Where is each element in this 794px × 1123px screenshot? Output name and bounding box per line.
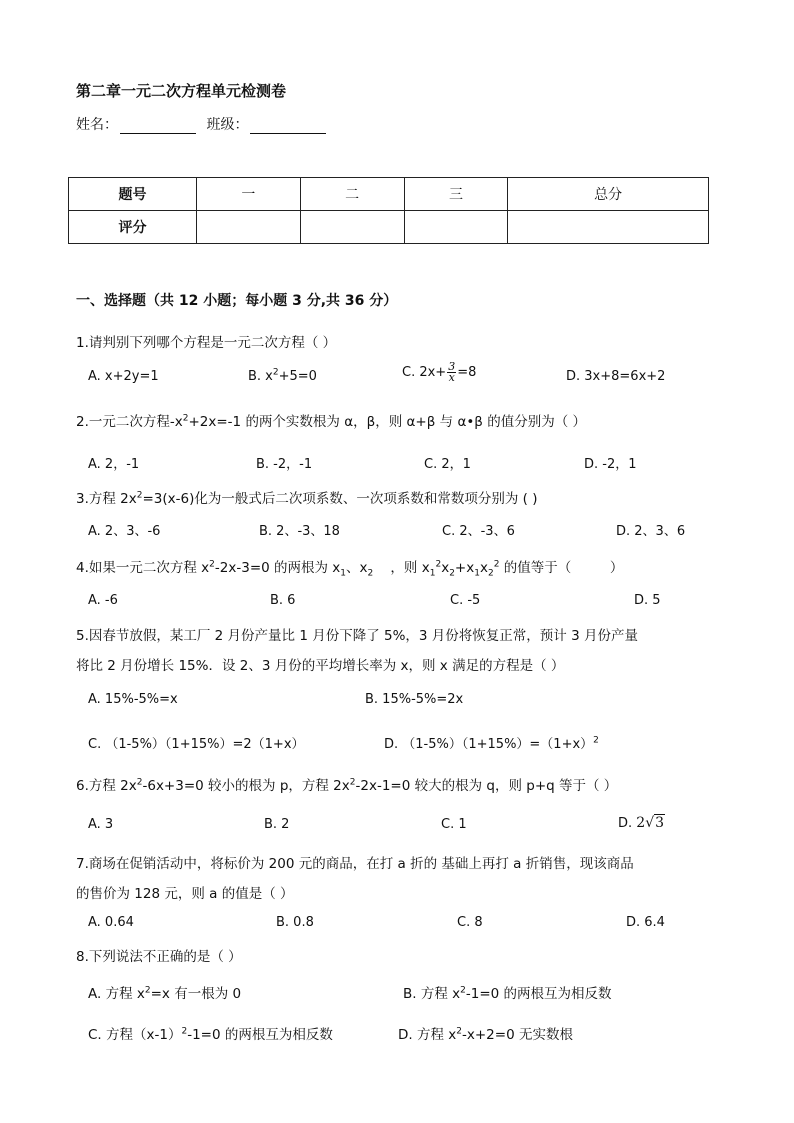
q7-option-b: B. 0.8 <box>276 915 314 930</box>
q8-option-c: C. 方程$(x-1)^2-1=0$ 的两根互为相反数 <box>88 1026 333 1043</box>
q2-option-a: A. 2，-1 <box>88 457 140 472</box>
q2-option-d: D. -2，1 <box>584 457 637 472</box>
score-header-cell: 题号 <box>69 178 197 211</box>
question-5-line-2: 将比 2 月份增长 15%．设 2、3 月份的平均增长率为 x，则 x 满足的方程是（ ） <box>76 658 565 674</box>
question-2-stem: 2.一元二次方程$-x^2+2x=-1$ 的两个实数根为 α，β，则 α+β 与 α•β 的值分别为（ ） <box>76 413 587 430</box>
section-heading: 一、选择题（共 12 小题；每小题 3 分,共 36 分） <box>76 293 398 309</box>
name-blank[interactable] <box>120 119 196 134</box>
q1-option-b: B. $x^2+5=0$ <box>248 367 317 384</box>
square-root: 2√3 <box>636 815 665 831</box>
q4-option-b: B. 6 <box>270 593 296 608</box>
q8-option-d: D. 方程 $x^2-x+2=0$ 无实数根 <box>398 1026 573 1043</box>
class-label: 班级： <box>206 117 249 133</box>
question-8-stem: 8.下列说法不正确的是（ ） <box>76 949 242 965</box>
score-header-cell: 二 <box>300 178 404 211</box>
score-cell[interactable] <box>197 211 301 244</box>
score-table <box>68 177 709 244</box>
score-table-header-row <box>69 178 709 211</box>
question-7-line-1: 7.商场在促销活动中，将标价为 200 元的商品，在打 a 折的 基础上再打 a 折销售，现该商品 <box>76 856 634 872</box>
student-info-row <box>76 114 332 134</box>
q3-option-a: A. 2、3、-6 <box>88 524 161 539</box>
q6-option-c: C. 1 <box>441 817 467 832</box>
q3-option-d: D. 2、3、6 <box>616 524 686 539</box>
fraction: $\frac{3}{x}$ <box>448 360 456 384</box>
q2-option-b: B. -2，-1 <box>256 457 313 472</box>
q4-option-a: A. -6 <box>88 593 118 608</box>
class-blank[interactable] <box>250 119 326 134</box>
q7-option-a: A. 0.64 <box>88 915 134 930</box>
question-7-line-2: 的售价为 128 元，则 a 的值是（ ） <box>76 886 294 902</box>
q3-option-b: B. 2、-3、18 <box>259 524 340 539</box>
score-header-cell: 三 <box>404 178 508 211</box>
q5-option-d: D. $(1-5\%)(1+15\%)=(1+x)^2$ <box>384 735 599 752</box>
q6-option-a: A. 3 <box>88 817 114 832</box>
q7-option-d: D. 6.4 <box>626 915 665 930</box>
question-4-stem: 4.如果一元二次方程 $x^2-2x-3=0$ 的两根为 $x_1$、$x_2$ ，则 $x_1^2x_2+x_1x_2^2$ 的值等于（ ） <box>76 559 624 579</box>
q8-option-b: B. 方程 $x^2-1=0$ 的两根互为相反数 <box>403 985 612 1002</box>
q4-option-d: D. 5 <box>634 593 661 608</box>
question-6-stem: 6.方程 $2x^2-6x+3=0$ 较小的根为 p，方程 $2x^2-2x-1=0$ 较大的根为 q，则 p+q 等于（ ） <box>76 777 618 794</box>
q2-option-c: C. 2，1 <box>424 457 471 472</box>
page-title: 第二章一元二次方程单元检测卷 <box>76 82 287 100</box>
q5-option-b: B. 15%-5%=2x <box>365 692 464 707</box>
q6-option-d: D. 2√3 <box>618 815 665 831</box>
score-cell[interactable] <box>300 211 404 244</box>
score-cell[interactable] <box>404 211 508 244</box>
score-table-row <box>69 211 709 244</box>
score-header-cell: 总分 <box>508 178 709 211</box>
question-3-stem: 3.方程 $2x^2=3(x-6)$化为一般式后二次项系数、一次项系数和常数项分别为 ( ) <box>76 490 538 507</box>
q5-option-c: C. （1-5%）（1+15%）=2（1+x） <box>88 737 305 752</box>
score-cell[interactable] <box>508 211 709 244</box>
q1-option-d: D. 3x+8=6x+2 <box>566 369 666 384</box>
q7-option-c: C. 8 <box>457 915 483 930</box>
q6-option-b: B. 2 <box>264 817 290 832</box>
score-row-label: 评分 <box>69 211 197 244</box>
question-5-line-1: 5.因春节放假，某工厂 2 月份产量比 1 月份下降了 5%，3 月份将恢复正常，预计 3 月份产量 <box>76 628 638 644</box>
q8-option-a: A. 方程 $x^2=x$ 有一根为 0 <box>88 985 242 1002</box>
q5-option-a: A. 15%-5%=x <box>88 692 178 707</box>
q1-option-a: A. x+2y=1 <box>88 369 159 384</box>
name-label: 姓名： <box>76 117 118 133</box>
q4-option-c: C. -5 <box>450 593 481 608</box>
question-1-stem: 1.请判别下列哪个方程是一元二次方程（ ） <box>76 335 337 351</box>
score-header-cell: 一 <box>197 178 301 211</box>
q1-option-c: C. 2x+ $\frac{3}{x}$ =8 <box>402 360 477 384</box>
q3-option-c: C. 2、-3、6 <box>442 524 515 539</box>
